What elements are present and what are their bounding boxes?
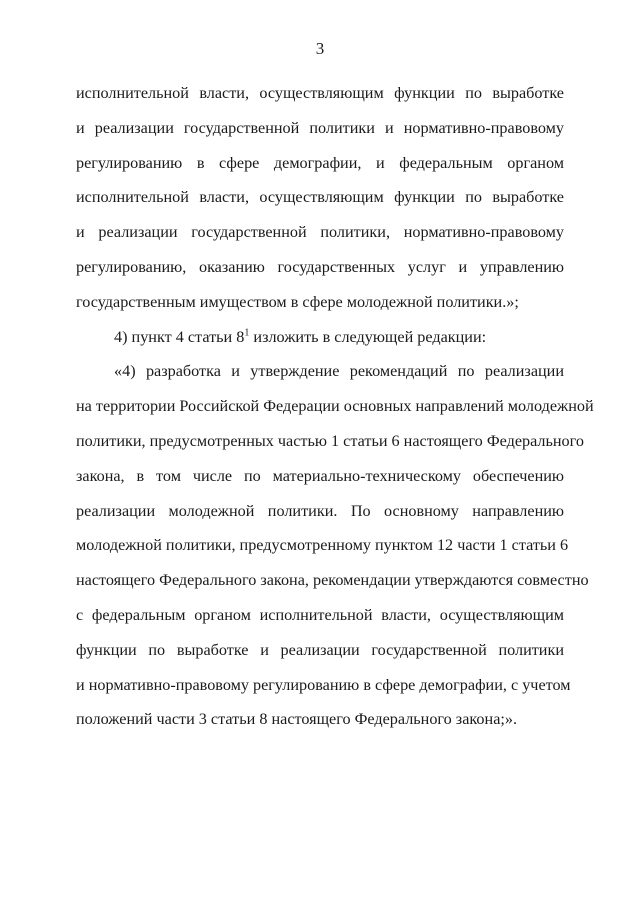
amendment-item-text: 4) пункт 4 статьи 8 bbox=[114, 327, 245, 346]
text-line: функции по выработке и реализации государственной политики bbox=[76, 640, 564, 659]
paragraph-3 bbox=[76, 354, 594, 737]
text-line: реализации молодежной политики. По основному направлению bbox=[76, 501, 564, 520]
paragraph-2 bbox=[76, 320, 564, 355]
text-line: и реализации государственной политики и нормативно-правовому bbox=[76, 118, 564, 137]
text-line: с федеральным органом исполнительной власти, осуществляющим bbox=[76, 605, 564, 624]
text-line: и реализации государственной политики, нормативно-правовому bbox=[76, 223, 564, 242]
text-line: исполнительной власти, осуществляющим функции по выработке bbox=[76, 84, 564, 102]
text-line bbox=[76, 320, 564, 355]
paragraph-1 bbox=[76, 76, 564, 320]
amendment-item-text-tail: изложить в следующей редакции: bbox=[249, 327, 487, 346]
text-line: исполнительной власти, осуществляющим функции по выработке bbox=[76, 188, 564, 207]
page-number: 3 bbox=[315, 39, 325, 58]
document-body bbox=[76, 76, 594, 737]
text-line: регулированию в сфере демографии, и федеральным органом bbox=[76, 153, 564, 172]
text-line: политики, предусмотренных частью 1 статьи 6 настоящего Федерального bbox=[76, 431, 584, 450]
text-line: регулированию, оказанию государственных услуг и управлению bbox=[76, 257, 564, 276]
text-line: на территории Российской Федерации основных направлений молодежной bbox=[76, 397, 594, 416]
text-line: положений части 3 статьи 8 настоящего Федерального закона;». bbox=[76, 710, 518, 729]
text-line: настоящего Федерального закона, рекомендации утверждаются совместно bbox=[76, 571, 589, 590]
text-line: молодежной политики, предусмотренному пунктом 12 части 1 статьи 6 bbox=[76, 536, 569, 555]
text-line: закона, в том числе по материально-техническому обеспечению bbox=[76, 466, 564, 485]
text-line: и нормативно-правовому регулированию в сфере демографии, с учетом bbox=[76, 675, 571, 694]
article-superscript: 1 bbox=[244, 327, 250, 339]
text-line: государственным имуществом в сфере молодежной политики.»; bbox=[76, 292, 519, 311]
text-line: «4) разработка и утверждение рекомендаций по реализации bbox=[114, 362, 564, 381]
